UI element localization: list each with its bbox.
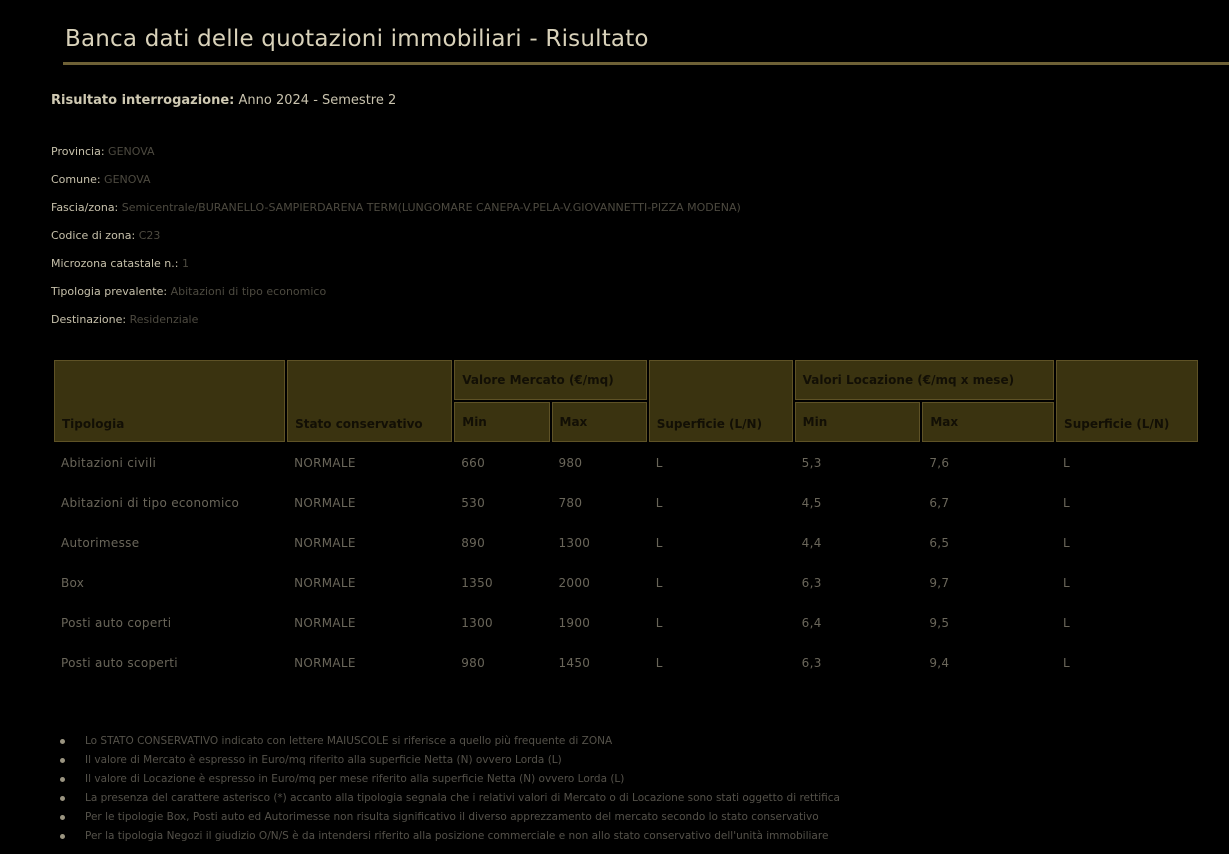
meta-destinazione bbox=[51, 313, 198, 326]
meta-key: Fascia/zona: bbox=[51, 201, 119, 214]
cell-locazione-min: 4,4 bbox=[801, 536, 822, 550]
cell-mercato-min: 1350 bbox=[461, 576, 493, 590]
meta-microzona bbox=[51, 257, 189, 270]
cell-mercato-max: 980 bbox=[558, 456, 583, 470]
list-item bbox=[60, 789, 840, 808]
cell-mercato-max: 1450 bbox=[558, 656, 591, 670]
meta-codice-zona bbox=[51, 229, 160, 242]
cell-locazione-superficie: L bbox=[1063, 576, 1071, 590]
meta-value: GENOVA bbox=[108, 145, 155, 158]
bullet-icon bbox=[60, 777, 65, 782]
page-title: Banca dati delle quotazioni immobiliari - Risultato bbox=[65, 26, 649, 52]
bullet-icon bbox=[60, 834, 65, 839]
meta-value: Abitazioni di tipo economico bbox=[170, 285, 327, 298]
cell-locazione-superficie: L bbox=[1063, 496, 1071, 510]
cell-mercato-superficie: L bbox=[655, 536, 663, 550]
result-summary bbox=[51, 93, 396, 108]
header-locazione-min: Min bbox=[795, 402, 921, 442]
list-item bbox=[60, 751, 840, 770]
bullet-icon bbox=[60, 758, 65, 763]
header-mercato-min: Min bbox=[454, 402, 549, 442]
table-row bbox=[54, 484, 1198, 522]
note-text: Il valore di Mercato è espresso in Euro/mq riferito alla superficie Netta (N) ovvero Lorda (L) bbox=[85, 754, 562, 766]
cell-locazione-min: 5,3 bbox=[801, 456, 822, 470]
cell-locazione-max: 9,5 bbox=[929, 616, 950, 630]
note-text: Il valore di Locazione è espresso in Euro/mq per mese riferito alla superficie Netta (N) ovvero Lorda (L) bbox=[85, 773, 625, 785]
table-row bbox=[54, 444, 1198, 482]
cell-locazione-max: 6,7 bbox=[929, 496, 950, 510]
cell-locazione-min: 6,3 bbox=[801, 656, 822, 670]
notes-list bbox=[60, 732, 840, 846]
cell-mercato-max: 2000 bbox=[558, 576, 591, 590]
cell-stato: NORMALE bbox=[294, 616, 356, 630]
quotations-table bbox=[52, 358, 1200, 684]
cell-mercato-min: 530 bbox=[461, 496, 486, 510]
note-text: Per la tipologia Negozi il giudizio O/N/S è da intendersi riferito alla posizione commerciale e non allo stato conservativo dell'unità immobiliare bbox=[85, 830, 829, 842]
cell-locazione-min: 6,3 bbox=[801, 576, 822, 590]
meta-tipologia-prevalente bbox=[51, 285, 326, 298]
header-valori-locazione: Valori Locazione (€/mq x mese) bbox=[795, 360, 1054, 400]
table-row bbox=[54, 564, 1198, 602]
header-stato-conservativo: Stato conservativo bbox=[287, 360, 452, 442]
note-text: Per le tipologie Box, Posti auto ed Autorimesse non risulta significativo il diverso apprezzamento del mercato secondo lo stato conservativo bbox=[85, 811, 819, 823]
cell-tipologia: Abitazioni civili bbox=[61, 456, 157, 470]
bullet-icon bbox=[60, 815, 65, 820]
header-valore-mercato: Valore Mercato (€/mq) bbox=[454, 360, 647, 400]
cell-locazione-superficie: L bbox=[1063, 616, 1071, 630]
meta-value: GENOVA bbox=[104, 173, 151, 186]
bullet-icon bbox=[60, 796, 65, 801]
result-label: Risultato interrogazione: bbox=[51, 93, 235, 108]
list-item bbox=[60, 770, 840, 789]
cell-tipologia: Autorimesse bbox=[61, 536, 140, 550]
cell-mercato-min: 890 bbox=[461, 536, 486, 550]
meta-comune bbox=[51, 173, 151, 186]
cell-mercato-superficie: L bbox=[655, 656, 663, 670]
meta-key: Destinazione: bbox=[51, 313, 127, 326]
header-superficie-mercato: Superficie (L/N) bbox=[649, 360, 793, 442]
bullet-icon bbox=[60, 739, 65, 744]
list-item bbox=[60, 827, 840, 846]
meta-value: Residenziale bbox=[129, 313, 199, 326]
meta-provincia bbox=[51, 145, 155, 158]
result-value: Anno 2024 - Semestre 2 bbox=[238, 93, 397, 108]
cell-stato: NORMALE bbox=[294, 536, 356, 550]
list-item bbox=[60, 808, 840, 827]
table-row bbox=[54, 524, 1198, 562]
cell-locazione-max: 9,4 bbox=[929, 656, 950, 670]
meta-fascia-zona bbox=[51, 201, 741, 214]
cell-mercato-max: 1300 bbox=[558, 536, 591, 550]
cell-mercato-min: 980 bbox=[461, 656, 486, 670]
meta-key: Provincia: bbox=[51, 145, 105, 158]
header-mercato-max: Max bbox=[552, 402, 647, 442]
cell-mercato-superficie: L bbox=[655, 456, 663, 470]
meta-key: Codice di zona: bbox=[51, 229, 136, 242]
cell-tipologia: Posti auto scoperti bbox=[61, 656, 178, 670]
cell-mercato-max: 780 bbox=[558, 496, 583, 510]
cell-locazione-max: 9,7 bbox=[929, 576, 950, 590]
cell-locazione-min: 4,5 bbox=[801, 496, 822, 510]
meta-value: Semicentrale/BURANELLO-SAMPIERDARENA TERM(LUNGOMARE CANEPA-V.PELA-V.GIOVANNETTI-PIZZA MODENA) bbox=[121, 201, 741, 214]
meta-value: 1 bbox=[181, 257, 189, 270]
cell-locazione-max: 6,5 bbox=[929, 536, 950, 550]
cell-stato: NORMALE bbox=[294, 576, 356, 590]
cell-locazione-superficie: L bbox=[1063, 456, 1071, 470]
note-text: La presenza del carattere asterisco (*) accanto alla tipologia segnala che i relativi valori di Mercato o di Locazione sono stati oggetto di rettifica bbox=[85, 792, 840, 804]
cell-locazione-superficie: L bbox=[1063, 656, 1071, 670]
cell-mercato-superficie: L bbox=[655, 496, 663, 510]
meta-value: C23 bbox=[138, 229, 161, 242]
cell-locazione-superficie: L bbox=[1063, 536, 1071, 550]
cell-locazione-max: 7,6 bbox=[929, 456, 950, 470]
cell-mercato-min: 660 bbox=[461, 456, 486, 470]
cell-stato: NORMALE bbox=[294, 496, 356, 510]
cell-mercato-superficie: L bbox=[655, 576, 663, 590]
list-item bbox=[60, 732, 840, 751]
cell-tipologia: Box bbox=[61, 576, 85, 590]
header-tipologia: Tipologia bbox=[54, 360, 285, 442]
meta-key: Tipologia prevalente: bbox=[51, 285, 168, 298]
cell-locazione-min: 6,4 bbox=[801, 616, 822, 630]
meta-key: Comune: bbox=[51, 173, 101, 186]
cell-mercato-min: 1300 bbox=[461, 616, 493, 630]
table-row bbox=[54, 644, 1198, 682]
table-row bbox=[54, 604, 1198, 642]
header-superficie-locazione: Superficie (L/N) bbox=[1056, 360, 1198, 442]
cell-tipologia: Abitazioni di tipo economico bbox=[61, 496, 240, 510]
note-text: Lo STATO CONSERVATIVO indicato con lettere MAIUSCOLE si riferisce a quello più frequente di ZONA bbox=[85, 735, 613, 747]
cell-mercato-superficie: L bbox=[655, 616, 663, 630]
cell-tipologia: Posti auto coperti bbox=[61, 616, 172, 630]
title-divider bbox=[63, 62, 1229, 65]
cell-stato: NORMALE bbox=[294, 456, 356, 470]
table-body bbox=[54, 444, 1198, 682]
cell-mercato-max: 1900 bbox=[558, 616, 591, 630]
cell-stato: NORMALE bbox=[294, 656, 356, 670]
header-locazione-max: Max bbox=[922, 402, 1054, 442]
table-header bbox=[54, 360, 1198, 442]
meta-key: Microzona catastale n.: bbox=[51, 257, 179, 270]
